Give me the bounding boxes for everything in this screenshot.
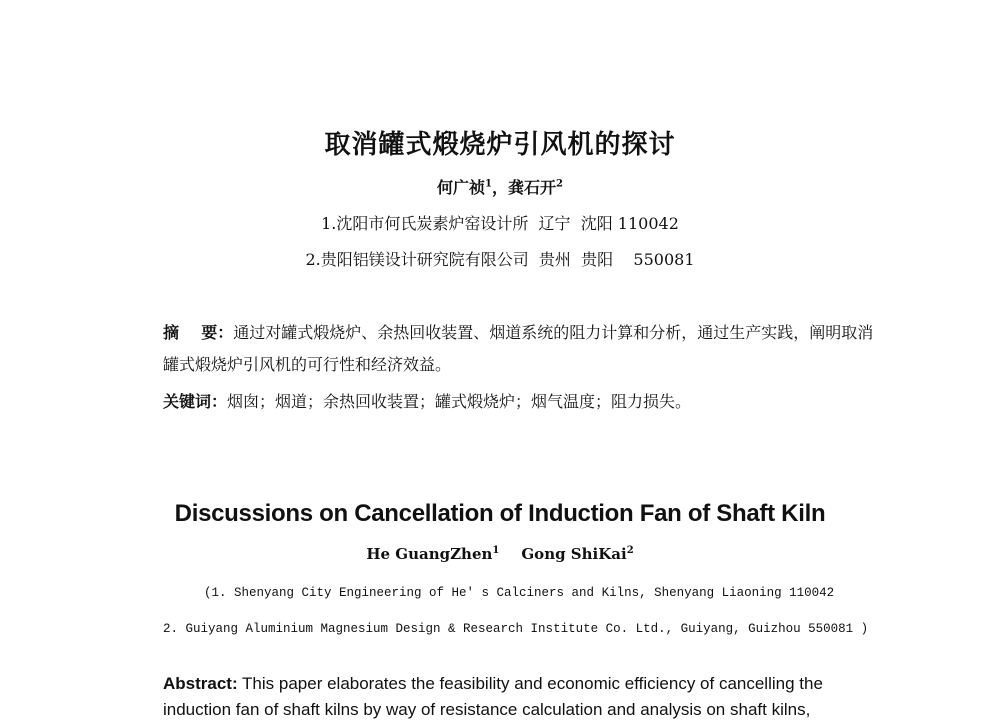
english-author-2-sup: 2 — [626, 545, 634, 556]
english-affiliation-2: 2. Guiyang Aluminium Magnesium Design & Research Institute Co. Ltd., Guiyang, Guizhou 550081 ) — [163, 622, 869, 636]
chinese-abstract — [163, 317, 875, 381]
chinese-author-separator: ， — [491, 178, 508, 197]
chinese-author-1: 何广祯 — [437, 178, 486, 197]
english-abstract — [163, 671, 875, 723]
chinese-abstract-text: 通过对罐式煅烧炉、余热回收装置、烟道系统的阻力计算和分析，通过生产实践，阐明取消罐式煅烧炉引风机的可行性和经济效益。 — [163, 323, 874, 374]
english-title: Discussions on Cancellation of Induction Fan of Shaft Kiln — [174, 500, 826, 527]
english-author-1-sup: 1 — [492, 545, 500, 556]
english-abstract-label: Abstract: — [163, 674, 238, 693]
chinese-title: 取消罐式煅烧炉引风机的探讨 — [324, 130, 676, 160]
chinese-keywords-label: 关键词： — [163, 392, 228, 411]
chinese-keywords — [163, 388, 875, 416]
english-author-1: He GuangZhen — [366, 545, 493, 563]
english-affiliation-1: (1. Shenyang City Engineering of He' s Calciners and Kilns, Shenyang Liaoning 110042 — [204, 586, 835, 600]
chinese-abstract-label: 摘 要： — [163, 323, 234, 342]
chinese-author-1-sup: 1 — [485, 178, 492, 190]
chinese-affiliation-1: 1.沈阳市何氏炭素炉窑设计所 辽宁 沈阳 110042 — [321, 214, 679, 233]
chinese-affiliation-2: 2.贵阳铝镁设计研究院有限公司 贵州 贵阳 550081 — [305, 250, 695, 269]
chinese-authors — [0, 175, 1000, 198]
english-abstract-text: This paper elaborates the feasibility and economic efficiency of cancelling the induction fan of shaft kilns by way of resistance calculation and analysis on shaft kilns, — [163, 674, 823, 719]
chinese-keywords-text: 烟囱；烟道；余热回收装置；罐式煅烧炉；烟气温度；阻力损失。 — [227, 392, 692, 411]
chinese-author-2: 龚石开 — [508, 178, 557, 197]
english-author-2: Gong ShiKai — [521, 545, 627, 563]
english-authors — [0, 545, 1000, 563]
chinese-author-2-sup: 2 — [556, 178, 563, 190]
